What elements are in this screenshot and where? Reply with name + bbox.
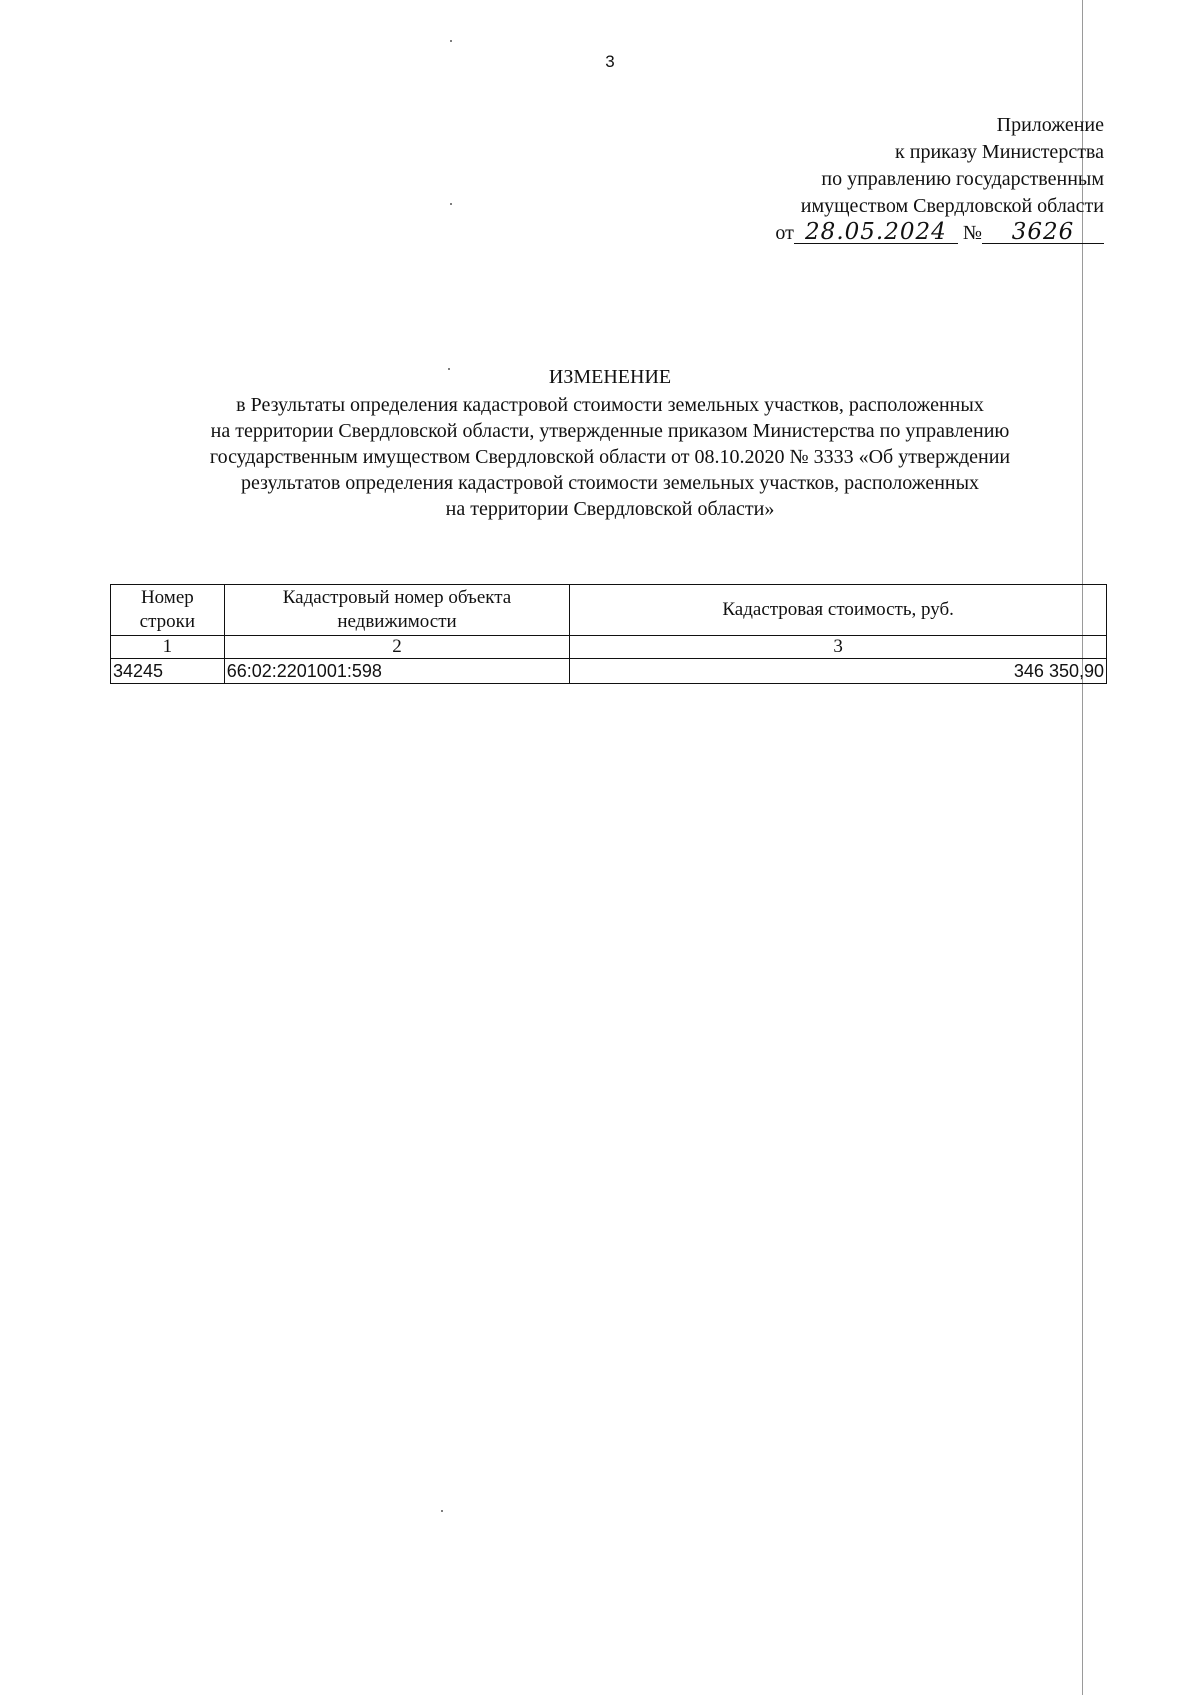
- header-row-number: Номер строки: [111, 585, 225, 636]
- appendix-line: по управлению государственным: [821, 168, 1104, 190]
- date-prefix: от: [775, 222, 794, 244]
- cadastral-number-cell: 66:02:2201001:598: [224, 659, 570, 684]
- subtitle-line: на территории Свердловской области»: [445, 498, 775, 520]
- document-title: ИЗМЕНЕНИЕ: [548, 366, 672, 388]
- appendix-line: имуществом Свердловской области: [800, 195, 1104, 217]
- appendix-block: [775, 112, 1104, 247]
- handwritten-date: 28.05.2024: [794, 221, 958, 244]
- table-header-row: [111, 585, 1107, 636]
- appendix-line: Приложение: [996, 114, 1104, 136]
- page-number: 3: [605, 52, 615, 71]
- document-subtitle: [130, 392, 1090, 522]
- header-cadastral-number: Кадастровый номер объекта недвижимости: [224, 585, 570, 636]
- subtitle-line: результатов определения кадастровой стоимости земельных участков, расположенных: [240, 472, 980, 494]
- cadastral-value-table: [110, 584, 1107, 684]
- table-row: [111, 659, 1107, 684]
- row-number-cell: 34245: [111, 659, 225, 684]
- column-number: 3: [570, 636, 1107, 659]
- cadastral-value-cell: 346 350,90: [570, 659, 1107, 684]
- column-number-row: [111, 636, 1107, 659]
- handwritten-order-number: 3626: [982, 221, 1104, 244]
- column-number: 1: [111, 636, 225, 659]
- appendix-line: к приказу Министерства: [895, 141, 1104, 163]
- scan-speck: [450, 203, 452, 205]
- number-prefix: №: [962, 222, 982, 244]
- subtitle-line: государственным имуществом Свердловской области от 08.10.2020 № 3333 «Об утверждении: [209, 446, 1011, 468]
- scan-edge-line: [1082, 0, 1083, 1695]
- scan-speck: [441, 1510, 443, 1512]
- subtitle-line: в Результаты определения кадастровой стоимости земельных участков, расположенных: [236, 394, 984, 416]
- scan-speck: [450, 40, 452, 42]
- header-cadastral-value: Кадастровая стоимость, руб.: [570, 585, 1107, 636]
- column-number: 2: [224, 636, 570, 659]
- order-date-line: [775, 220, 1104, 247]
- subtitle-line: на территории Свердловской области, утвержденные приказом Министерства по управлению: [210, 420, 1010, 442]
